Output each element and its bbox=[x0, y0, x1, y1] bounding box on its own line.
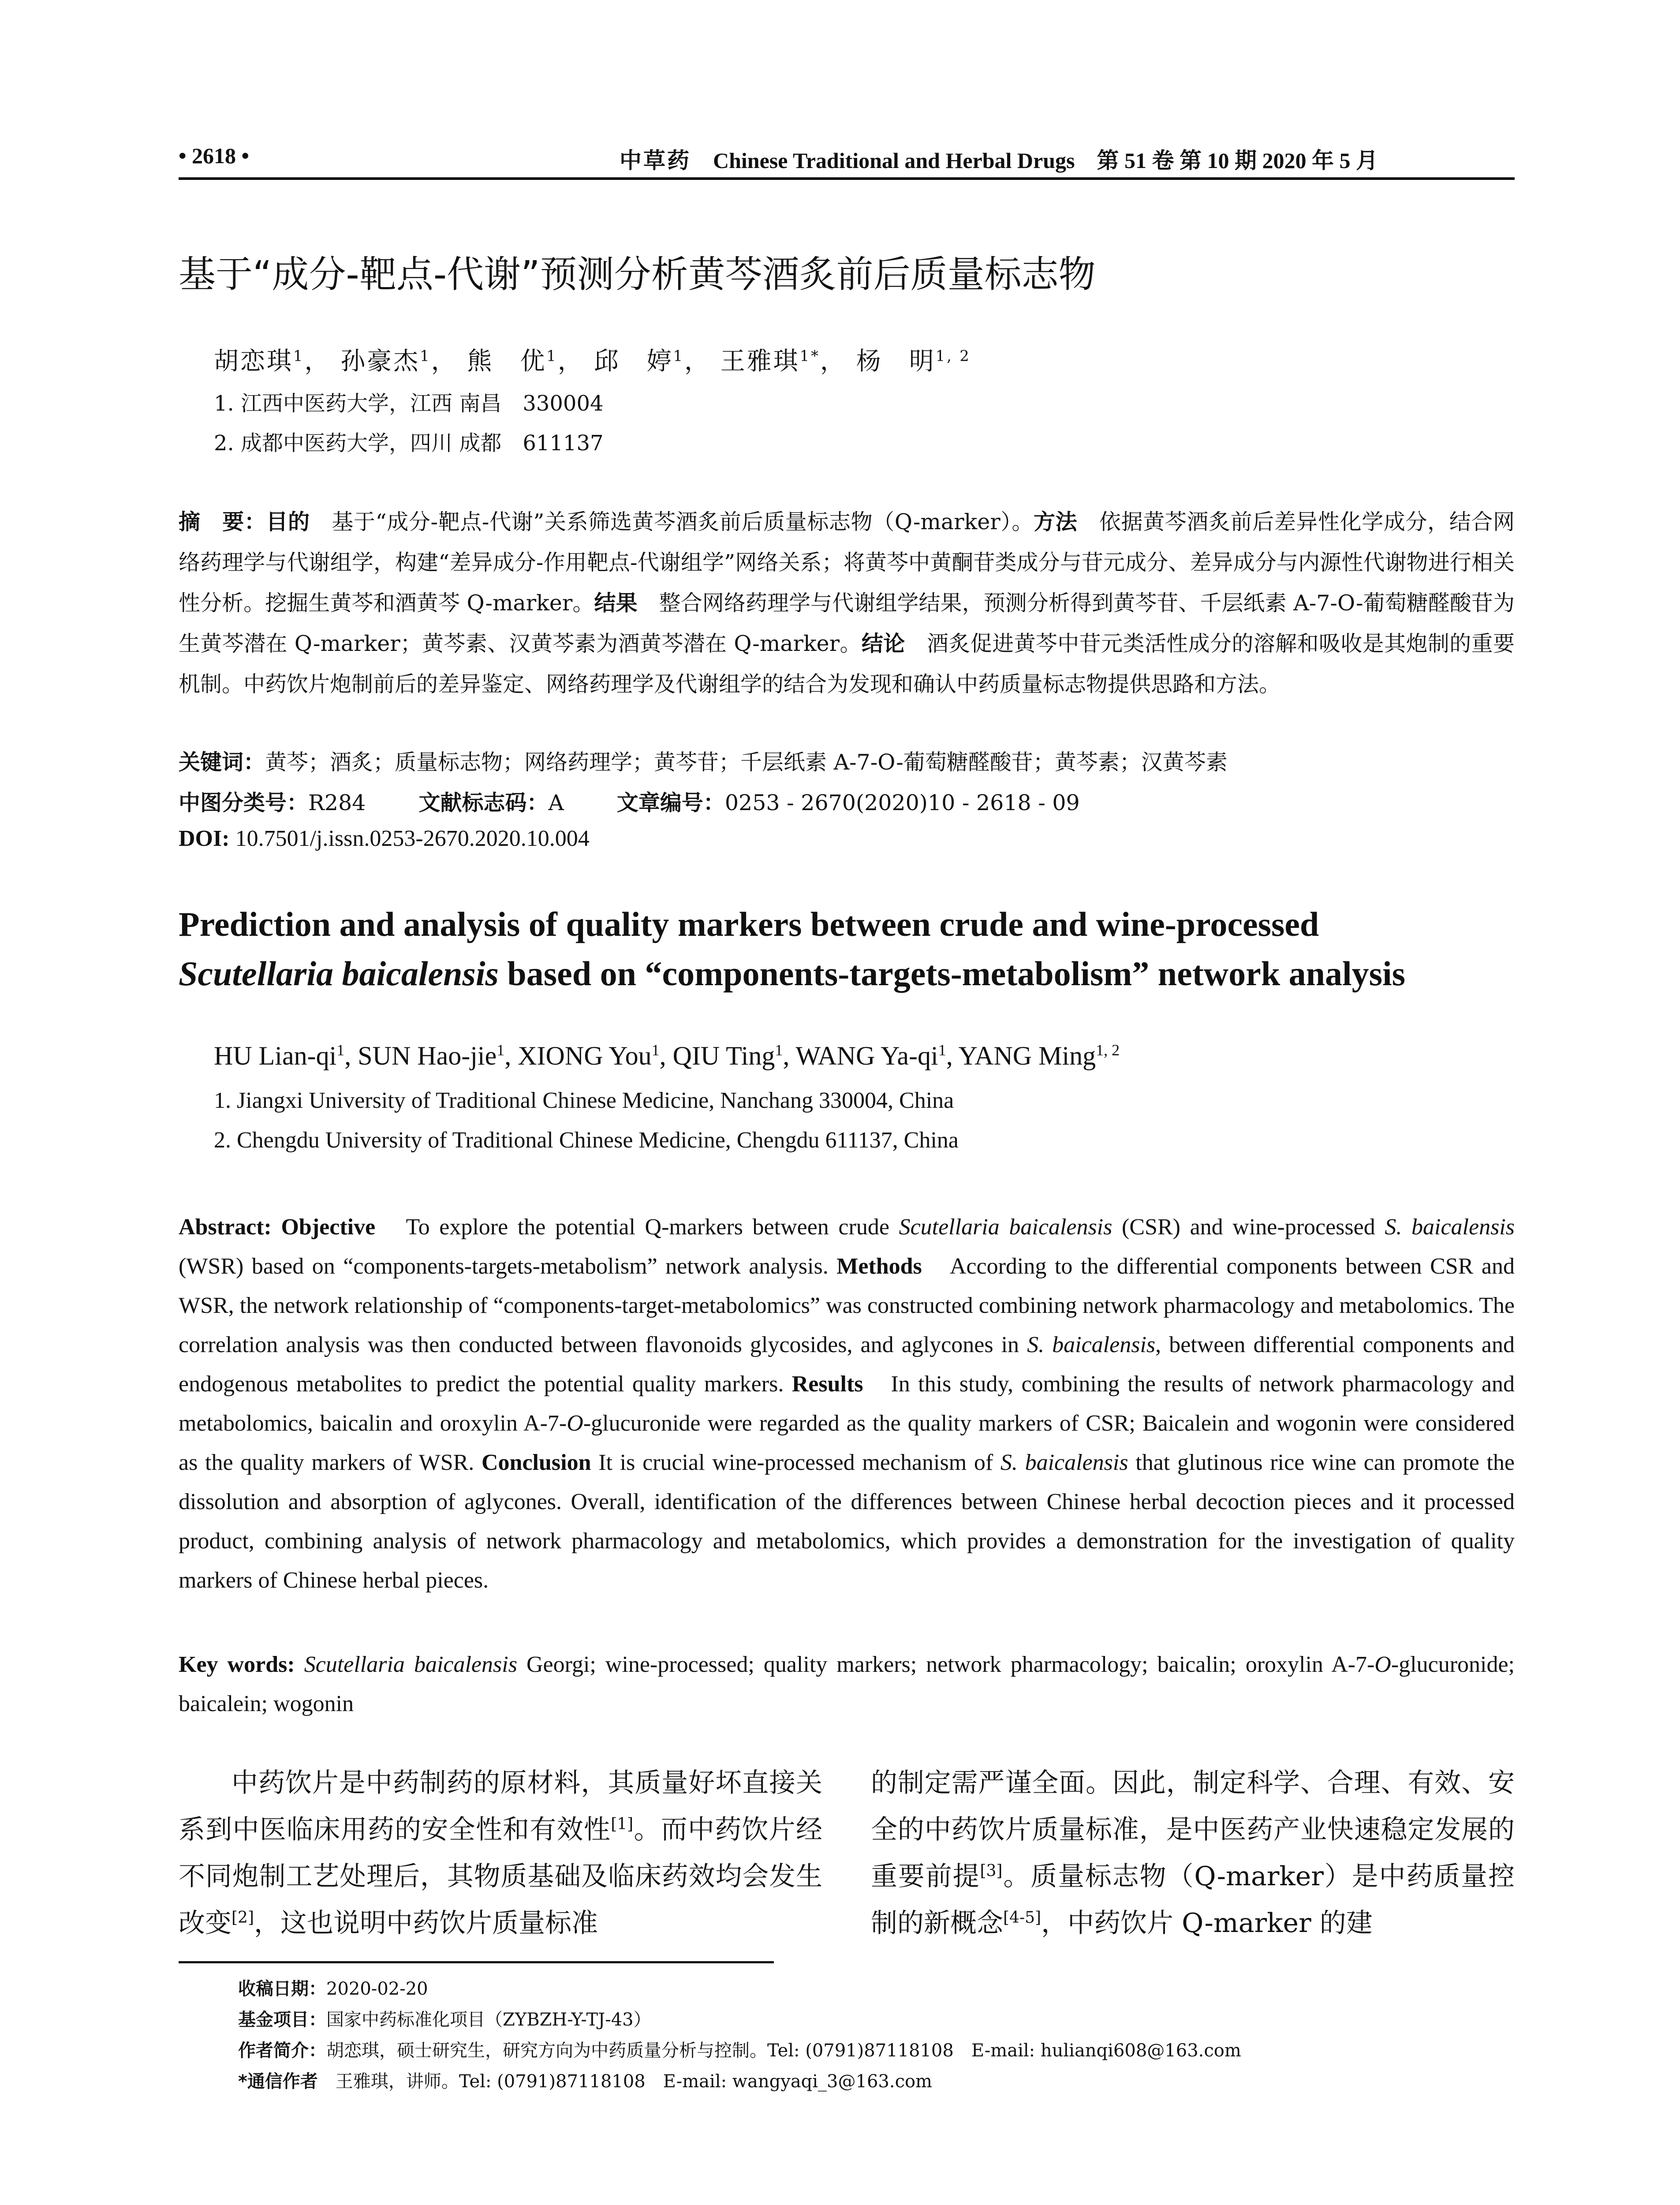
doi-label: DOI: bbox=[179, 826, 230, 851]
author: SUN Hao-jie bbox=[358, 1041, 497, 1070]
results-text: In this study, combining the results of network pharmacology and metabolomics, baicalin and oroxylin A-7- bbox=[179, 1372, 1515, 1436]
chinese-authors: 胡恋琪$^1$， 孙豪杰$^1$， 熊 优$^1$， 邱 婷$^1$， 王雅琪$^{1*}$， 杨 明$^{1, 2}$ bbox=[214, 347, 971, 376]
objective-label: 目的 bbox=[266, 509, 310, 534]
author: YANG Ming bbox=[958, 1041, 1096, 1070]
body-column-left bbox=[179, 1760, 822, 1947]
journal-name-cn: 中草药 bbox=[620, 147, 691, 173]
author-affil: 1 bbox=[775, 1041, 783, 1059]
english-abstract bbox=[179, 1207, 1515, 1600]
footnote-corresponding bbox=[238, 2067, 932, 2093]
objective-text: (WSR) based on “components-targets-metabolism” network analysis. bbox=[179, 1254, 837, 1279]
chinese-keywords bbox=[179, 745, 1228, 776]
species-name: S. baicalensis bbox=[1027, 1332, 1156, 1357]
footnote-divider bbox=[179, 1961, 774, 1963]
body-text: 。而中药饮片经不同炮制工艺处理后，其物质基础及临床药效均会发生改变 bbox=[179, 1814, 823, 1939]
keywords-text: -glucuronide; baicalein; wogonin bbox=[179, 1652, 1515, 1716]
body-text: ，这也说明中药饮片质量标准 bbox=[254, 1908, 598, 1939]
chinese-affiliation-2: 2. 成都中医药大学，四川 成都 611137 bbox=[214, 431, 604, 456]
author-affil: 1 bbox=[673, 347, 684, 365]
author-affil: 1 bbox=[938, 1041, 946, 1059]
author: 杨 明 bbox=[856, 347, 936, 376]
doi-value: 10.7501/j.issn.0253-2670.2020.10.004 bbox=[235, 826, 590, 851]
keywords-label: Key words: bbox=[179, 1652, 295, 1677]
methods-label: 方法 bbox=[1033, 509, 1078, 534]
body-text: ，中药饮片 Q-marker 的建 bbox=[1041, 1908, 1373, 1939]
results-text: 整合网络药理学与代谢组学结果，预测分析得到黄芩苷、千层纸素 A-7-O-葡萄糖醛酸苷为生黄芩潜在 Q-marker；黄芩素、汉黄芩素为酒黄芩潜在 Q-marker。 bbox=[179, 590, 1515, 656]
species-name: S. baicalensis bbox=[1385, 1215, 1515, 1240]
page-number: • 2618 • bbox=[179, 143, 250, 168]
english-title-species: Scutellaria baicalensis bbox=[179, 954, 499, 993]
english-authors: HU Lian-$qi^1$, SUN Hao-jie$^1$, XIONG You$^1$, QIU Ting$^1$, WANG $Ya-qi^1$, YANG Ming$^{1, 2}$ bbox=[214, 1041, 1120, 1070]
author-affil: 1 bbox=[293, 347, 305, 365]
results-label: 结果 bbox=[594, 590, 638, 616]
english-keywords bbox=[179, 1645, 1515, 1723]
objective-text: (CSR) and wine-processed bbox=[1112, 1215, 1385, 1240]
body-text: 中药饮片是中药制药的原材料，其质量好坏直接关系到中医临床用药的安全性和有效性 bbox=[179, 1768, 822, 1845]
english-title bbox=[179, 900, 1515, 998]
article-no-value: 0253 - 2670(2020)10 - 2618 - 09 bbox=[724, 790, 1080, 815]
author-affil: 1 bbox=[497, 1041, 505, 1059]
italic-o: O bbox=[1374, 1652, 1391, 1677]
conclusion-label: Conclusion bbox=[482, 1450, 591, 1475]
author: 胡恋琪 bbox=[214, 347, 293, 376]
citation: [2] bbox=[231, 1909, 254, 1927]
english-title-line2: based on “components-targets-metabolism” network analysis bbox=[498, 954, 1406, 993]
italic-o: O bbox=[567, 1411, 583, 1436]
author: 孙豪杰 bbox=[340, 347, 420, 376]
species-name: Scutellaria baicalensis bbox=[899, 1215, 1113, 1240]
author: XIONG You bbox=[518, 1041, 652, 1070]
methods-text: , between differential components and endogenous metabolites to predict the potential quality markers. bbox=[179, 1332, 1515, 1397]
citation: [3] bbox=[980, 1862, 1003, 1880]
footnote-author-bio bbox=[238, 2037, 1241, 2062]
footnote-text: 国家中药标准化项目（ZYBZH-Y-TJ-43） bbox=[326, 2010, 651, 2030]
clc-value: R284 bbox=[308, 790, 366, 815]
methods-label: Methods bbox=[836, 1254, 922, 1279]
conclusion-text: that glutinous rice wine can promote the dissolution and absorption of aglycones. Overall, identification of the differences between Chinese herbal decoction pieces and it processed product, combining analysis of network pharmacology and metabolomics, which provides a demonstration for the investigation of quality markers of Chinese herbal pieces. bbox=[179, 1450, 1515, 1593]
author: HU Lian-qi bbox=[214, 1041, 337, 1070]
keywords-text: Georgi; wine-processed; quality markers; network pharmacology; baicalin; oroxylin A-7- bbox=[517, 1652, 1375, 1677]
species-name: Scutellaria baicalensis bbox=[304, 1652, 517, 1677]
journal-info bbox=[620, 143, 1378, 175]
author-affil: 1 bbox=[420, 347, 431, 365]
author: QIU Ting bbox=[672, 1041, 775, 1070]
objective-text: 基于“成分-靶点-代谢”关系筛选黄芩酒炙前后质量标志物（Q-marker）。 bbox=[310, 509, 1034, 534]
english-title-line1: Prediction and analysis of quality markers between crude and wine-processed bbox=[179, 905, 1319, 943]
chinese-abstract bbox=[179, 502, 1515, 705]
doc-code-label: 文献标志码： bbox=[418, 790, 549, 815]
chinese-title: 基于“成分-靶点-代谢”预测分析黄芩酒炙前后质量标志物 bbox=[179, 253, 1096, 296]
keywords-text: 黄芩；酒炙；质量标志物；网络药理学；黄芩苷；千层纸素 A-7-O-葡萄糖醛酸苷；黄芩素；汉黄芩素 bbox=[265, 750, 1228, 775]
body-column-right bbox=[871, 1760, 1515, 1947]
methods-text: According to the differential components between CSR and WSR, the network relationship of “components-target-metabolomics” was constructed combining network pharmacology and metabolomics. The correlation analysis was then conducted between flavonoids glycosides, and aglycones in bbox=[179, 1254, 1515, 1357]
doc-code-value: A bbox=[548, 790, 564, 815]
classification-line bbox=[179, 786, 1080, 817]
results-text: -glucuronide were regarded as the quality markers of CSR; Baicalein and wogonin were considered as the quality markers of WSR. bbox=[179, 1411, 1515, 1475]
conclusion-text: It is crucial wine-processed mechanism of bbox=[591, 1450, 1001, 1475]
methods-text: 依据黄芩酒炙前后差异性化学成分，结合网络药理学与代谢组学，构建“差异成分-作用靶点-代谢组学”网络关系；将黄芩中黄酮苷类成分与苷元成分、差异成分与内源性代谢物进行相关性分析。挖掘生黄芩和酒黄芩 Q-marker。 bbox=[179, 509, 1515, 616]
body-text: 。质量标志物（Q-marker）是中药质量控制的新概念 bbox=[871, 1861, 1515, 1939]
footnote-label: 基金项目： bbox=[238, 2010, 326, 2030]
footnote-received bbox=[238, 1975, 428, 2000]
footnote-funding bbox=[238, 2006, 651, 2031]
author-affil: 1 bbox=[651, 1041, 660, 1059]
author-affil: 1 bbox=[336, 1041, 345, 1059]
english-affiliation-1: 1. Jiangxi University of Traditional Chinese Medicine, Nanchang 330004, China bbox=[214, 1088, 954, 1113]
abstract-label: 摘 要： bbox=[179, 509, 266, 534]
conclusion-label: 结论 bbox=[861, 631, 905, 656]
author-affil: 1 bbox=[546, 347, 558, 365]
conclusion-text: 酒炙促进黄芩中苷元类活性成分的溶解和吸收是其炮制的重要机制。中药饮片炮制前后的差异鉴定、网络药理学及代谢组学的结合为发现和确认中药质量标志物提供思路和方法。 bbox=[179, 631, 1515, 697]
footnote-label: 作者简介： bbox=[238, 2041, 326, 2061]
author: 王雅琪 bbox=[720, 347, 800, 376]
english-affiliation-2: 2. Chengdu University of Traditional Chinese Medicine, Chengdu 611137, China bbox=[214, 1128, 959, 1153]
body-text: 的制定需严谨全面。因此，制定科学、合理、有效、安全的中药饮片质量标准，是中医药产业快速稳定发展的重要前提 bbox=[871, 1768, 1515, 1892]
citation: [1] bbox=[611, 1815, 634, 1833]
keywords-label: 关键词： bbox=[179, 750, 265, 775]
author: WANG Ya-qi bbox=[795, 1041, 938, 1070]
journal-issue: 第 51 卷 第 10 期 2020 年 5 月 bbox=[1097, 148, 1378, 173]
running-header bbox=[179, 140, 1515, 180]
author: 邱 婷 bbox=[594, 347, 673, 376]
objective-label: Objective bbox=[281, 1215, 376, 1240]
chinese-affiliation-1: 1. 江西中医药大学，江西 南昌 330004 bbox=[214, 391, 604, 416]
footnote-label: 收稿日期： bbox=[238, 1979, 326, 1999]
objective-text: To explore the potential Q-markers between crude bbox=[375, 1215, 899, 1240]
clc-label: 中图分类号： bbox=[179, 790, 309, 815]
citation: [4-5] bbox=[1003, 1909, 1042, 1927]
footnote-label: *通信作者 bbox=[238, 2071, 318, 2092]
article-no-label: 文章编号： bbox=[616, 790, 725, 815]
footnote-text: 王雅琪，讲师。Tel: (0791)87118108 E-mail: wangyaqi_3@163.com bbox=[317, 2071, 932, 2092]
author-affil: 1, 2 bbox=[1096, 1041, 1120, 1059]
doi-line bbox=[179, 826, 590, 852]
abstract-label: Abstract: bbox=[179, 1215, 272, 1240]
author-affil: 1, 2 bbox=[935, 347, 971, 365]
footnote-text: 胡恋琪，硕士研究生，研究方向为中药质量分析与控制。Tel: (0791)87118108 E-mail: hulianqi608@163.com bbox=[326, 2041, 1241, 2061]
author-affil: 1* bbox=[799, 347, 820, 365]
species-name: S. baicalensis bbox=[1000, 1450, 1128, 1475]
results-label: Results bbox=[791, 1372, 863, 1397]
footnote-text: 2020-02-20 bbox=[326, 1979, 428, 1999]
author: 熊 优 bbox=[467, 347, 547, 376]
journal-name-en: Chinese Traditional and Herbal Drugs bbox=[713, 148, 1075, 173]
